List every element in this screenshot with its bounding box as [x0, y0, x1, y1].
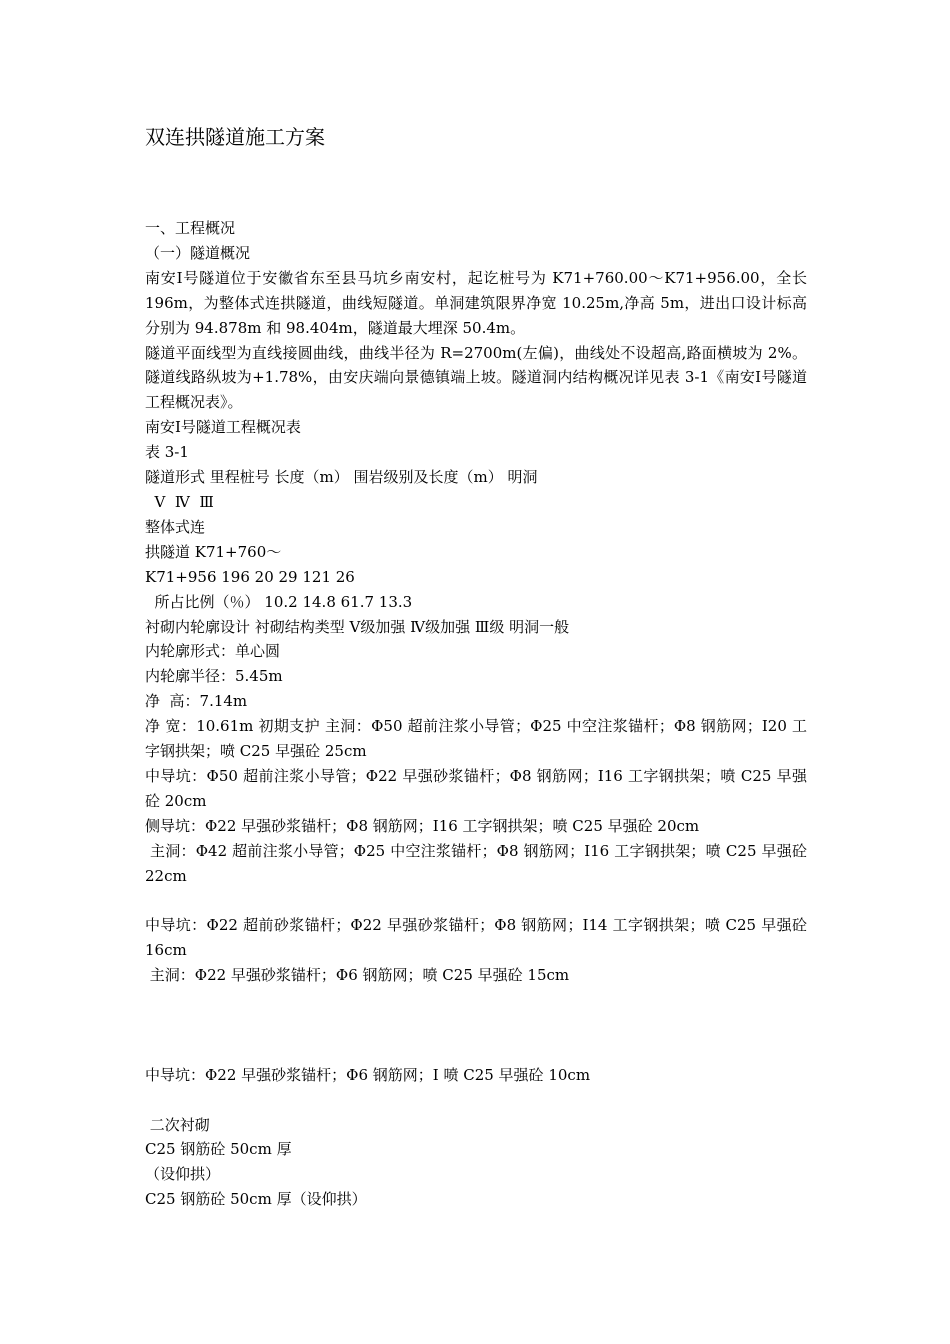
- blank-gap: [145, 988, 807, 1063]
- middle-drift-support-1: 中导坑：Φ50 超前注浆小导管；Φ22 早强砂浆锚杆；Φ8 钢筋网；I16 工字钢拱架；喷 C25 早强砼 20cm: [145, 766, 807, 810]
- inner-profile-radius: 内轮廓半径：5.45m: [145, 667, 283, 686]
- table-row-values: K71+956 196 20 29 121 26: [145, 567, 355, 586]
- lining-design-row: 衬砌内轮廓设计 衬砌结构类型 Ⅴ级加强 Ⅳ级加强 Ⅲ级 明洞一般: [145, 617, 570, 636]
- section-heading-overview: 一、工程概况: [145, 219, 236, 237]
- secondary-lining-invert-note: （设仰拱）: [145, 1165, 221, 1184]
- subsection-heading-tunnel: （一）隧道概况: [145, 243, 251, 262]
- secondary-lining-spec-2: C25 钢筋砼 50cm 厚（设仰拱）: [145, 1190, 367, 1209]
- table-header-row: 隧道形式 里程桩号 长度（m） 围岩级别及长度（m） 明洞: [145, 468, 538, 487]
- table-caption: 南安Ⅰ号隧道工程概况表: [145, 418, 301, 437]
- paragraph-alignment: 隧道平面线型为直线接圆曲线，曲线半径为 R=2700m(左偏)，曲线处不设超高,路面横坡为 2%。隧道线路纵坡为+1.78%，由安庆端向景德镇端上坡。隧道洞内结构概况详见表 3-1《南安Ⅰ号隧道工程概况表》。: [145, 343, 807, 412]
- document-body: [145, 216, 812, 1212]
- clear-height: 净 高：7.14m: [145, 692, 248, 711]
- main-tunnel-support-1: 主洞：Φ42 超前注浆小导管；Φ25 中空注浆锚杆；Φ8 钢筋网；I16 工字钢拱架；喷 C25 早强砼 22cm: [145, 841, 812, 885]
- secondary-lining-spec-1: C25 钢筋砼 50cm 厚: [145, 1140, 292, 1159]
- table-grade-row: Ⅴ Ⅳ Ⅲ: [145, 492, 214, 511]
- clear-width-initial-support: 净 宽：10.61m 初期支护 主洞：Φ50 超前注浆小导管；Φ25 中空注浆锚杆；Φ8 钢筋网；I20 工字钢拱架；喷 C25 早强砼 25cm: [145, 717, 807, 761]
- secondary-lining-heading: 二次衬砌: [145, 1115, 210, 1134]
- main-tunnel-support-2: 主洞：Φ22 早强砂浆锚杆；Φ6 钢筋网；喷 C25 早强砼 15cm: [145, 966, 570, 985]
- table-row-ratio: 所占比例（％） 10.2 14.8 61.7 13.3: [145, 592, 413, 611]
- blank-line: [145, 888, 807, 913]
- table-number: 表 3-1: [145, 443, 189, 462]
- document-title: 双连拱隧道施工方案: [145, 125, 325, 149]
- paragraph-location: 南安Ⅰ号隧道位于安徽省东至县马坑乡南安村，起讫桩号为 K71+760.00～K71+956.00，全长 196m，为整体式连拱隧道，曲线短隧道。单洞建筑限界净宽 10.25m,净高 5m，进出口设计标高分别为 94.878m 和 98.404m，隧道最大埋深 50.4m。: [145, 268, 807, 337]
- table-row-type: 整体式连: [145, 517, 206, 536]
- middle-drift-support-2: 中导坑：Φ22 超前砂浆锚杆；Φ22 早强砂浆锚杆；Φ8 钢筋网；I14 工字钢拱架；喷 C25 早强砼 16cm: [145, 916, 807, 960]
- inner-profile-form: 内轮廓形式：单心圆: [145, 642, 281, 661]
- table-row-chainage-start: 拱隧道 K71+760～: [145, 542, 282, 561]
- side-drift-support: 侧导坑：Φ22 早强砂浆锚杆；Φ8 钢筋网；I16 工字钢拱架；喷 C25 早强砼 20cm: [145, 816, 700, 835]
- blank-line: [145, 1088, 807, 1113]
- middle-drift-support-3: 中导坑：Φ22 早强砂浆锚杆；Φ6 钢筋网；I 喷 C25 早强砼 10cm: [145, 1065, 591, 1084]
